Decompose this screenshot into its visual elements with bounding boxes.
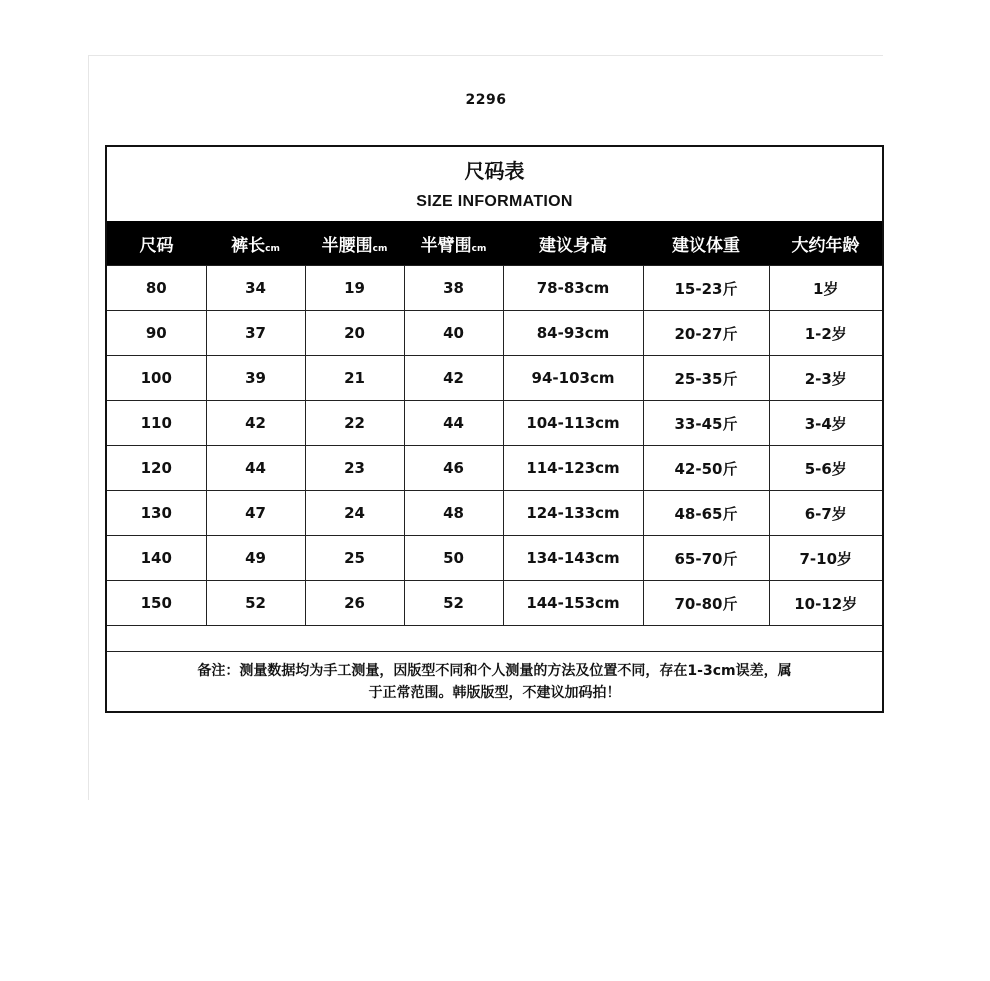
chart-title-en: SIZE INFORMATION [416,193,573,210]
table-cell: 90 [107,311,206,356]
table-cell: 44 [206,446,305,491]
chart-title-cn: 尺码表 [464,159,525,183]
col-header-pants-length: 裤长cm [206,221,305,266]
col-header-weight: 建议体重 [643,221,769,266]
col-header-age: 大约年龄 [769,221,882,266]
table-cell: 65-70斤 [643,536,769,581]
product-code: 2296 [465,92,507,108]
table-cell: 15-23斤 [643,266,769,311]
table-cell: 34 [206,266,305,311]
table-cell: 21 [305,356,404,401]
table-cell: 94-103cm [503,356,643,401]
table-cell: 47 [206,491,305,536]
note-line-1: 备注：测量数据均为手工测量，因版型不同和个人测量的方法及位置不同，存在1-3cm误差，属 [197,663,792,679]
table-cell: 24 [305,491,404,536]
table-cell: 70-80斤 [643,581,769,626]
table-cell: 46 [404,446,503,491]
table-cell: 37 [206,311,305,356]
table-cell: 42 [206,401,305,446]
table-cell: 124-133cm [503,491,643,536]
table-cell: 114-123cm [503,446,643,491]
table-cell: 20 [305,311,404,356]
sheet-edge-top [88,55,883,56]
table-cell: 144-153cm [503,581,643,626]
table-row [107,266,882,311]
table-cell: 5-6岁 [769,446,882,491]
table-cell: 19 [305,266,404,311]
table-cell: 2-3岁 [769,356,882,401]
table-cell: 134-143cm [503,536,643,581]
table-cell: 44 [404,401,503,446]
table-cell: 23 [305,446,404,491]
table-cell: 25 [305,536,404,581]
table-cell: 26 [305,581,404,626]
table-cell: 3-4岁 [769,401,882,446]
table-cell: 25-35斤 [643,356,769,401]
table-cell: 78-83cm [503,266,643,311]
table-cell: 104-113cm [503,401,643,446]
measurement-note [107,651,882,704]
table-row [107,356,882,401]
table-row [107,491,882,536]
table-cell: 22 [305,401,404,446]
table-cell: 52 [404,581,503,626]
table-cell: 80 [107,266,206,311]
table-cell: 20-27斤 [643,311,769,356]
col-header-half-arm: 半臂围cm [404,221,503,266]
size-chart [105,145,884,713]
table-cell: 6-7岁 [769,491,882,536]
note-line-2: 于正常范围。韩版版型，不建议加码拍！ [368,685,621,701]
col-header-size: 尺码 [107,221,206,266]
table-cell: 130 [107,491,206,536]
table-cell: 33-45斤 [643,401,769,446]
table-row [107,311,882,356]
table-row [107,536,882,581]
sheet-edge-left [88,55,89,800]
table-cell: 42 [404,356,503,401]
table-cell: 100 [107,356,206,401]
table-cell: 49 [206,536,305,581]
table-cell: 50 [404,536,503,581]
table-cell: 38 [404,266,503,311]
table-cell: 110 [107,401,206,446]
table-cell: 1-2岁 [769,311,882,356]
size-table [107,221,882,626]
table-row [107,401,882,446]
table-cell: 52 [206,581,305,626]
col-header-height: 建议身高 [503,221,643,266]
table-cell: 40 [404,311,503,356]
table-cell: 10-12岁 [769,581,882,626]
table-cell: 48-65斤 [643,491,769,536]
table-cell: 1岁 [769,266,882,311]
table-cell: 42-50斤 [643,446,769,491]
table-cell: 140 [107,536,206,581]
table-row [107,581,882,626]
header-row [107,221,882,266]
table-cell: 150 [107,581,206,626]
table-cell: 7-10岁 [769,536,882,581]
table-cell: 39 [206,356,305,401]
table-cell: 48 [404,491,503,536]
table-row [107,446,882,491]
table-cell: 84-93cm [503,311,643,356]
table-cell: 120 [107,446,206,491]
col-header-half-waist: 半腰围cm [305,221,404,266]
